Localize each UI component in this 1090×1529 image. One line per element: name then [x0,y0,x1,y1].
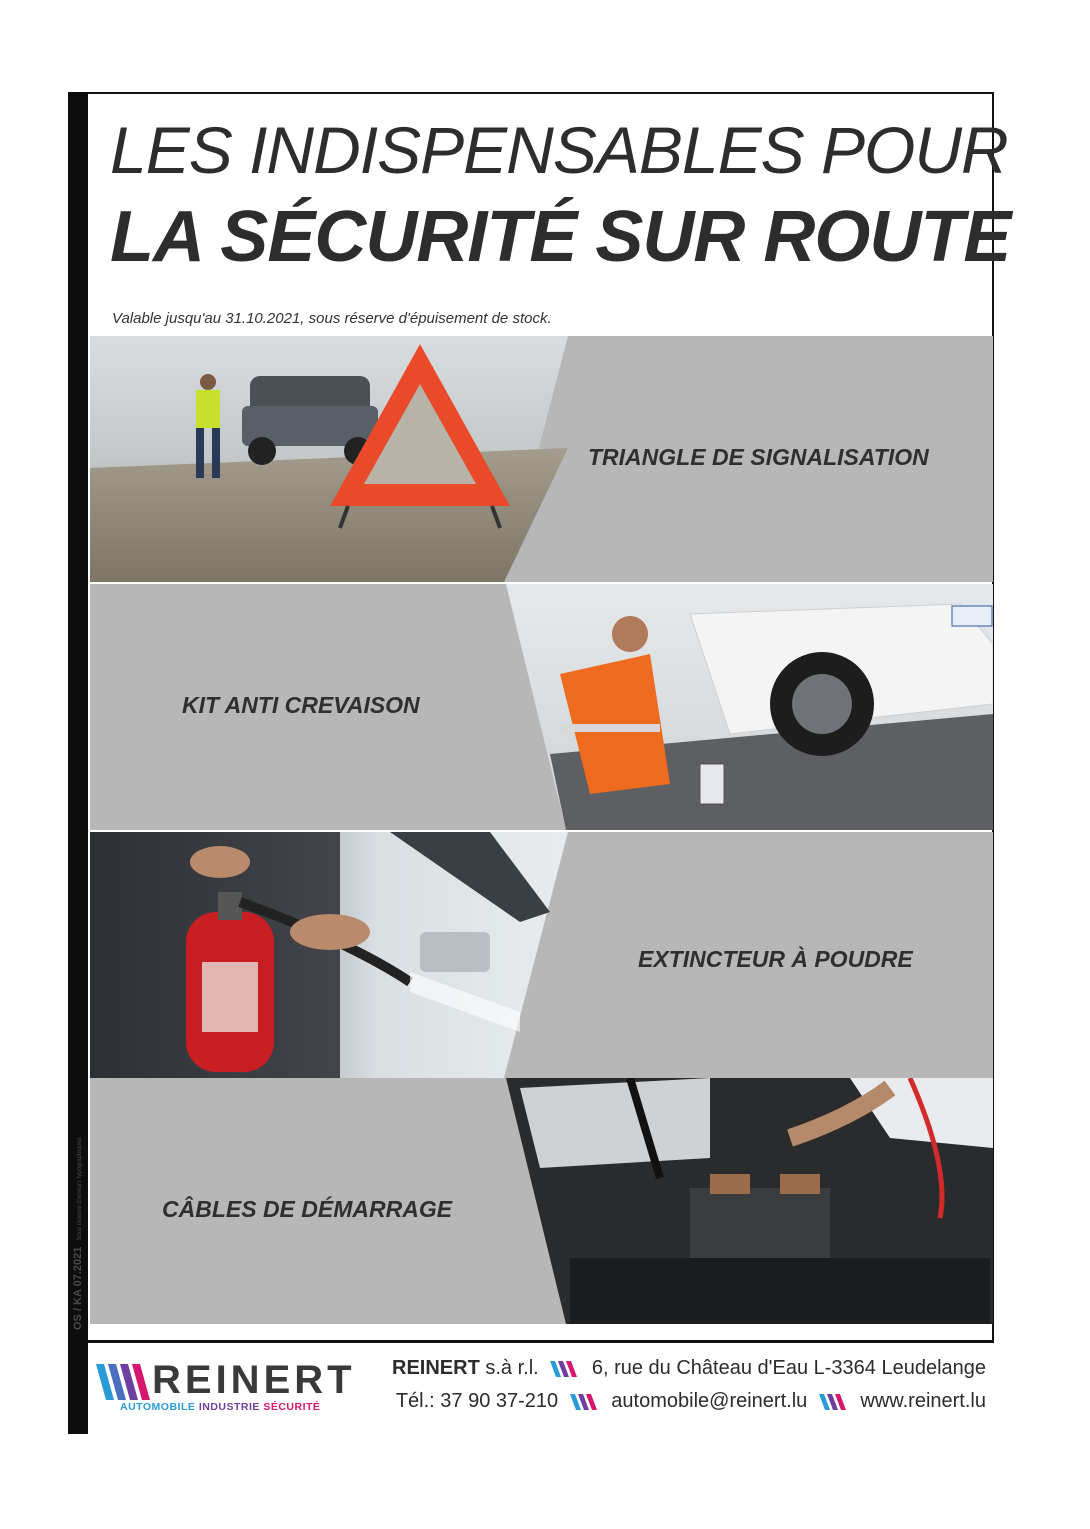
page-title-line-1: LES INDISPENSABLES POUR [110,113,1008,187]
print-code: OS / KA 07.2021 [72,1246,84,1330]
product-row-triangle [90,336,993,582]
logo-stripes-icon [96,1364,152,1400]
contact-line-details [396,1390,986,1413]
separator-stripes-icon [550,1361,580,1377]
tag-securite: SÉCURITÉ [263,1401,321,1413]
validity-note: Valable jusqu'au 31.10.2021, sous réserve d'épuisement de stock. [112,310,552,327]
logo-tagline [120,1401,320,1413]
website-link[interactable]: www.reinert.lu [860,1390,986,1412]
contact-line-address [392,1357,986,1380]
tag-industrie: INDUSTRIE [198,1401,260,1413]
separator-stripes-icon [819,1394,849,1410]
logo-word: REINERT [152,1358,356,1402]
page-title-line-2: LA SÉCURITÉ SUR ROUTE [110,197,1011,277]
product-label-jump-cables: CÂBLES DE DÉMARRAGE [162,1196,453,1222]
product-row-puncture-kit [90,584,993,830]
tag-automobile: AUTOMOBILE [120,1401,196,1413]
product-label-extinguisher: EXTINCTEUR À POUDRE [638,946,913,972]
product-label-triangle: TRIANGLE DE SIGNALISATION [588,444,929,470]
product-label-puncture-kit: KIT ANTI CREVAISON [182,692,420,718]
company-address: 6, rue du Château d'Eau L-3364 Leudelange [591,1357,986,1379]
product-row-jump-cables [90,1078,993,1324]
phone-number[interactable]: Tél.: 37 90 37-210 [395,1390,559,1412]
product-row-extinguisher [90,832,993,1078]
reinert-logo [96,1358,356,1418]
separator-stripes-icon [570,1394,600,1410]
company-suffix: s.à r.l. [485,1357,539,1379]
email-link[interactable]: automobile@reinert.lu [611,1390,808,1412]
print-note: Sous réserve d'erreurs typographiques [77,1137,83,1241]
company-name: REINERT [392,1357,480,1379]
